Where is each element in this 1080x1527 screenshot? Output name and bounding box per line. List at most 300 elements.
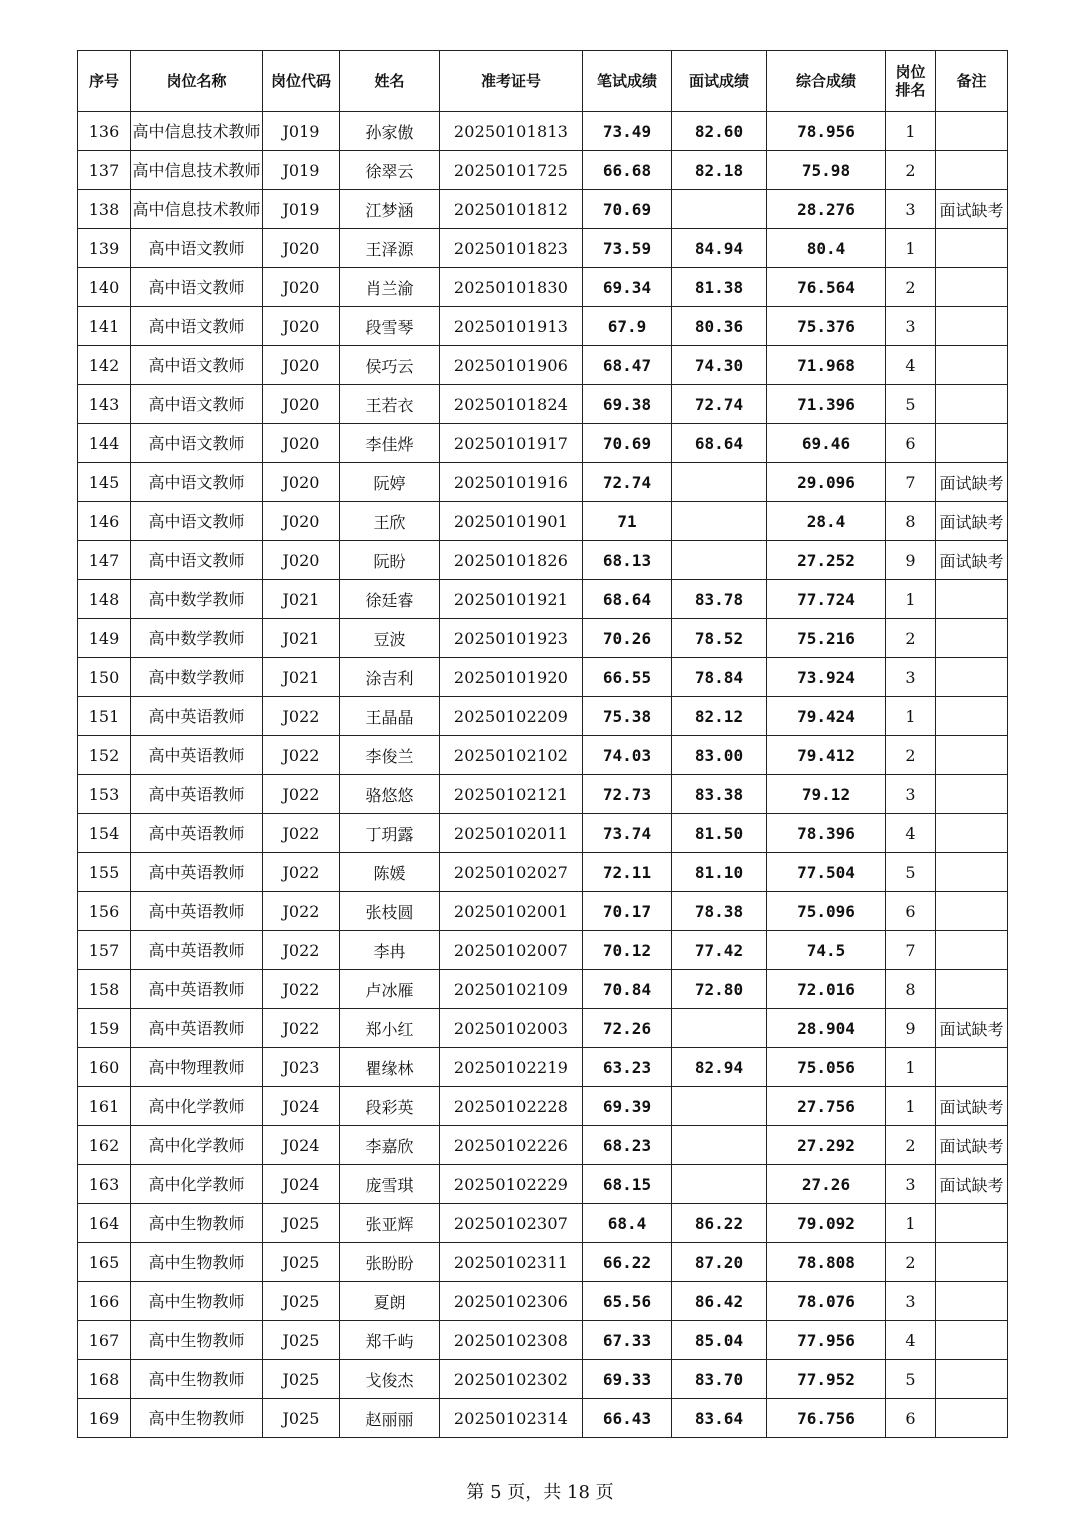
code-cell: J025 — [263, 1360, 340, 1399]
exam-no-cell: 20250101906 — [440, 346, 583, 385]
total-score-cell: 69.46 — [767, 424, 886, 463]
position-cell: 高中英语教师 — [131, 1009, 263, 1048]
total-score-cell: 75.216 — [767, 619, 886, 658]
interview-score-cell: 81.50 — [672, 814, 767, 853]
code-cell: J020 — [263, 541, 340, 580]
interview-score-cell — [672, 1126, 767, 1165]
name-cell: 丁玥露 — [340, 814, 440, 853]
position-cell: 高中生物教师 — [131, 1204, 263, 1243]
rank-cell: 2 — [886, 1126, 936, 1165]
interview-score-cell: 74.30 — [672, 346, 767, 385]
note-cell: 面试缺考 — [936, 541, 1008, 580]
written-score-cell: 68.64 — [583, 580, 672, 619]
code-cell: J021 — [263, 658, 340, 697]
written-score-cell: 68.23 — [583, 1126, 672, 1165]
note-cell: 面试缺考 — [936, 502, 1008, 541]
table-row — [78, 931, 1008, 970]
serial-cell: 158 — [78, 970, 131, 1009]
position-cell: 高中化学教师 — [131, 1165, 263, 1204]
interview-score-cell: 78.38 — [672, 892, 767, 931]
note-cell: 面试缺考 — [936, 463, 1008, 502]
position-cell: 高中生物教师 — [131, 1282, 263, 1321]
note-cell — [936, 1399, 1008, 1438]
name-cell: 郑千屿 — [340, 1321, 440, 1360]
position-cell: 高中信息技术教师 — [131, 112, 263, 151]
interview-score-cell — [672, 190, 767, 229]
table-row — [78, 1009, 1008, 1048]
header-serial: 序号 — [78, 51, 131, 112]
note-cell — [936, 346, 1008, 385]
total-score-cell: 79.412 — [767, 736, 886, 775]
table-row — [78, 970, 1008, 1009]
code-cell: J022 — [263, 853, 340, 892]
total-score-cell: 78.956 — [767, 112, 886, 151]
total-score-cell: 80.4 — [767, 229, 886, 268]
rank-cell: 1 — [886, 580, 936, 619]
total-score-cell: 28.904 — [767, 1009, 886, 1048]
code-cell: J022 — [263, 931, 340, 970]
name-cell: 戈俊杰 — [340, 1360, 440, 1399]
name-cell: 李嘉欣 — [340, 1126, 440, 1165]
serial-cell: 165 — [78, 1243, 131, 1282]
interview-score-cell: 83.64 — [672, 1399, 767, 1438]
interview-score-cell: 83.78 — [672, 580, 767, 619]
written-score-cell: 71 — [583, 502, 672, 541]
rank-cell: 2 — [886, 1243, 936, 1282]
note-cell: 面试缺考 — [936, 1087, 1008, 1126]
code-cell: J021 — [263, 580, 340, 619]
exam-no-cell: 20250101830 — [440, 268, 583, 307]
serial-cell: 145 — [78, 463, 131, 502]
code-cell: J025 — [263, 1321, 340, 1360]
note-cell — [936, 814, 1008, 853]
rank-cell: 2 — [886, 268, 936, 307]
rank-cell: 1 — [886, 112, 936, 151]
written-score-cell: 68.13 — [583, 541, 672, 580]
interview-score-cell — [672, 1165, 767, 1204]
exam-no-cell: 20250101813 — [440, 112, 583, 151]
position-cell: 高中数学教师 — [131, 658, 263, 697]
rank-cell: 3 — [886, 1165, 936, 1204]
table-body — [78, 112, 1008, 1438]
written-score-cell: 73.74 — [583, 814, 672, 853]
rank-cell: 4 — [886, 346, 936, 385]
serial-cell: 157 — [78, 931, 131, 970]
code-cell: J022 — [263, 814, 340, 853]
total-score-cell: 71.968 — [767, 346, 886, 385]
written-score-cell: 70.84 — [583, 970, 672, 1009]
written-score-cell: 66.43 — [583, 1399, 672, 1438]
written-score-cell: 72.73 — [583, 775, 672, 814]
position-cell: 高中英语教师 — [131, 814, 263, 853]
code-cell: J022 — [263, 736, 340, 775]
table-row — [78, 1360, 1008, 1399]
table-row — [78, 775, 1008, 814]
written-score-cell: 69.38 — [583, 385, 672, 424]
exam-no-cell: 20250102011 — [440, 814, 583, 853]
written-score-cell: 70.69 — [583, 190, 672, 229]
position-cell: 高中信息技术教师 — [131, 190, 263, 229]
interview-score-cell: 81.38 — [672, 268, 767, 307]
total-score-cell: 77.956 — [767, 1321, 886, 1360]
code-cell: J022 — [263, 970, 340, 1009]
position-cell: 高中数学教师 — [131, 619, 263, 658]
header-exam-no: 准考证号 — [440, 51, 583, 112]
exam-no-cell: 20250102306 — [440, 1282, 583, 1321]
exam-no-cell: 20250102219 — [440, 1048, 583, 1087]
note-cell — [936, 1243, 1008, 1282]
written-score-cell: 70.17 — [583, 892, 672, 931]
rank-cell: 6 — [886, 892, 936, 931]
name-cell: 段彩英 — [340, 1087, 440, 1126]
written-score-cell: 68.15 — [583, 1165, 672, 1204]
written-score-cell: 72.11 — [583, 853, 672, 892]
code-cell: J022 — [263, 1009, 340, 1048]
table-row — [78, 853, 1008, 892]
serial-cell: 161 — [78, 1087, 131, 1126]
interview-score-cell: 83.00 — [672, 736, 767, 775]
code-cell: J021 — [263, 619, 340, 658]
total-score-cell: 72.016 — [767, 970, 886, 1009]
name-cell: 郑小红 — [340, 1009, 440, 1048]
exam-no-cell: 20250102229 — [440, 1165, 583, 1204]
rank-cell: 1 — [886, 1087, 936, 1126]
interview-score-cell: 82.60 — [672, 112, 767, 151]
position-cell: 高中信息技术教师 — [131, 151, 263, 190]
written-score-cell: 70.26 — [583, 619, 672, 658]
serial-cell: 139 — [78, 229, 131, 268]
code-cell: J020 — [263, 229, 340, 268]
rank-cell: 4 — [886, 814, 936, 853]
page-footer: 第 5 页，共 18 页 — [466, 1482, 614, 1503]
note-cell — [936, 1321, 1008, 1360]
table-row — [78, 307, 1008, 346]
position-cell: 高中语文教师 — [131, 307, 263, 346]
serial-cell: 138 — [78, 190, 131, 229]
serial-cell: 144 — [78, 424, 131, 463]
position-cell: 高中语文教师 — [131, 424, 263, 463]
position-cell: 高中化学教师 — [131, 1087, 263, 1126]
header-interview: 面试成绩 — [672, 51, 767, 112]
table-row — [78, 1087, 1008, 1126]
written-score-cell: 66.22 — [583, 1243, 672, 1282]
exam-no-cell: 20250102314 — [440, 1399, 583, 1438]
total-score-cell: 75.056 — [767, 1048, 886, 1087]
serial-cell: 152 — [78, 736, 131, 775]
interview-score-cell: 77.42 — [672, 931, 767, 970]
exam-no-cell: 20250101901 — [440, 502, 583, 541]
interview-score-cell — [672, 502, 767, 541]
code-cell: J020 — [263, 385, 340, 424]
position-cell: 高中语文教师 — [131, 346, 263, 385]
table-row — [78, 346, 1008, 385]
total-score-cell: 77.504 — [767, 853, 886, 892]
total-score-cell: 77.724 — [767, 580, 886, 619]
position-cell: 高中生物教师 — [131, 1243, 263, 1282]
exam-no-cell: 20250101921 — [440, 580, 583, 619]
serial-cell: 143 — [78, 385, 131, 424]
serial-cell: 149 — [78, 619, 131, 658]
note-cell — [936, 736, 1008, 775]
table-row — [78, 1399, 1008, 1438]
name-cell: 赵丽丽 — [340, 1399, 440, 1438]
serial-cell: 148 — [78, 580, 131, 619]
name-cell: 张盼盼 — [340, 1243, 440, 1282]
interview-score-cell: 68.64 — [672, 424, 767, 463]
name-cell: 陈媛 — [340, 853, 440, 892]
position-cell: 高中语文教师 — [131, 268, 263, 307]
code-cell: J019 — [263, 190, 340, 229]
position-cell: 高中英语教师 — [131, 736, 263, 775]
name-cell: 徐廷睿 — [340, 580, 440, 619]
serial-cell: 164 — [78, 1204, 131, 1243]
rank-cell: 3 — [886, 190, 936, 229]
serial-cell: 162 — [78, 1126, 131, 1165]
total-score-cell: 28.276 — [767, 190, 886, 229]
name-cell: 涂吉利 — [340, 658, 440, 697]
written-score-cell: 72.26 — [583, 1009, 672, 1048]
exam-no-cell: 20250101725 — [440, 151, 583, 190]
name-cell: 夏朗 — [340, 1282, 440, 1321]
note-cell — [936, 853, 1008, 892]
code-cell: J020 — [263, 424, 340, 463]
note-cell — [936, 619, 1008, 658]
code-cell: J019 — [263, 151, 340, 190]
name-cell: 豆波 — [340, 619, 440, 658]
interview-score-cell: 78.52 — [672, 619, 767, 658]
name-cell: 李佳烨 — [340, 424, 440, 463]
serial-cell: 168 — [78, 1360, 131, 1399]
exam-no-cell: 20250102027 — [440, 853, 583, 892]
total-score-cell: 78.808 — [767, 1243, 886, 1282]
interview-score-cell: 83.70 — [672, 1360, 767, 1399]
position-cell: 高中生物教师 — [131, 1360, 263, 1399]
written-score-cell: 73.49 — [583, 112, 672, 151]
position-cell: 高中英语教师 — [131, 697, 263, 736]
code-cell: J025 — [263, 1243, 340, 1282]
rank-cell: 3 — [886, 1282, 936, 1321]
position-cell: 高中数学教师 — [131, 580, 263, 619]
table-row — [78, 1243, 1008, 1282]
code-cell: J024 — [263, 1126, 340, 1165]
serial-cell: 153 — [78, 775, 131, 814]
written-score-cell: 63.23 — [583, 1048, 672, 1087]
interview-score-cell — [672, 1009, 767, 1048]
position-cell: 高中生物教师 — [131, 1399, 263, 1438]
serial-cell: 163 — [78, 1165, 131, 1204]
name-cell: 阮盼 — [340, 541, 440, 580]
interview-score-cell — [672, 541, 767, 580]
table-row — [78, 463, 1008, 502]
code-cell: J022 — [263, 892, 340, 931]
serial-cell: 142 — [78, 346, 131, 385]
table-row — [78, 1165, 1008, 1204]
position-cell: 高中语文教师 — [131, 463, 263, 502]
exam-no-cell: 20250102102 — [440, 736, 583, 775]
interview-score-cell: 78.84 — [672, 658, 767, 697]
total-score-cell: 79.12 — [767, 775, 886, 814]
total-score-cell: 27.756 — [767, 1087, 886, 1126]
name-cell: 段雪琴 — [340, 307, 440, 346]
total-score-cell: 73.924 — [767, 658, 886, 697]
header-rank-label: 岗位排名 — [895, 63, 926, 99]
code-cell: J023 — [263, 1048, 340, 1087]
total-score-cell: 75.98 — [767, 151, 886, 190]
exam-no-cell: 20250101826 — [440, 541, 583, 580]
position-cell: 高中英语教师 — [131, 931, 263, 970]
table-row — [78, 736, 1008, 775]
serial-cell: 150 — [78, 658, 131, 697]
note-cell — [936, 697, 1008, 736]
code-cell: J020 — [263, 463, 340, 502]
name-cell: 骆悠悠 — [340, 775, 440, 814]
table-row — [78, 190, 1008, 229]
interview-score-cell: 72.74 — [672, 385, 767, 424]
rank-cell: 2 — [886, 736, 936, 775]
note-cell — [936, 970, 1008, 1009]
written-score-cell: 67.33 — [583, 1321, 672, 1360]
position-cell: 高中英语教师 — [131, 970, 263, 1009]
score-table — [77, 50, 1008, 1438]
header-written: 笔试成绩 — [583, 51, 672, 112]
exam-no-cell: 20250102121 — [440, 775, 583, 814]
rank-cell: 8 — [886, 502, 936, 541]
position-cell: 高中英语教师 — [131, 775, 263, 814]
table-row — [78, 268, 1008, 307]
interview-score-cell: 72.80 — [672, 970, 767, 1009]
total-score-cell: 79.424 — [767, 697, 886, 736]
header-name: 姓名 — [340, 51, 440, 112]
name-cell: 王晶晶 — [340, 697, 440, 736]
exam-no-cell: 20250102109 — [440, 970, 583, 1009]
exam-no-cell: 20250101812 — [440, 190, 583, 229]
written-score-cell: 69.34 — [583, 268, 672, 307]
interview-score-cell: 82.94 — [672, 1048, 767, 1087]
total-score-cell: 77.952 — [767, 1360, 886, 1399]
note-cell: 面试缺考 — [936, 1126, 1008, 1165]
header-rank — [886, 51, 936, 112]
total-score-cell: 74.5 — [767, 931, 886, 970]
total-score-cell: 78.076 — [767, 1282, 886, 1321]
note-cell — [936, 658, 1008, 697]
table-row — [78, 502, 1008, 541]
name-cell: 侯巧云 — [340, 346, 440, 385]
rank-cell: 5 — [886, 853, 936, 892]
rank-cell: 1 — [886, 229, 936, 268]
rank-cell: 6 — [886, 1399, 936, 1438]
name-cell: 孙家傲 — [340, 112, 440, 151]
exam-no-cell: 20250101824 — [440, 385, 583, 424]
code-cell: J020 — [263, 307, 340, 346]
code-cell: J020 — [263, 502, 340, 541]
rank-cell: 1 — [886, 1048, 936, 1087]
exam-no-cell: 20250102302 — [440, 1360, 583, 1399]
name-cell: 阮婷 — [340, 463, 440, 502]
note-cell: 面试缺考 — [936, 1009, 1008, 1048]
exam-no-cell: 20250102307 — [440, 1204, 583, 1243]
serial-cell: 151 — [78, 697, 131, 736]
exam-no-cell: 20250102003 — [440, 1009, 583, 1048]
name-cell: 肖兰渝 — [340, 268, 440, 307]
interview-score-cell: 80.36 — [672, 307, 767, 346]
exam-no-cell: 20250101916 — [440, 463, 583, 502]
code-cell: J022 — [263, 775, 340, 814]
rank-cell: 6 — [886, 424, 936, 463]
table-row — [78, 229, 1008, 268]
header-total: 综合成绩 — [767, 51, 886, 112]
exam-no-cell: 20250102007 — [440, 931, 583, 970]
position-cell: 高中物理教师 — [131, 1048, 263, 1087]
written-score-cell: 66.68 — [583, 151, 672, 190]
name-cell: 王若衣 — [340, 385, 440, 424]
position-cell: 高中化学教师 — [131, 1126, 263, 1165]
serial-cell: 136 — [78, 112, 131, 151]
name-cell: 江梦涵 — [340, 190, 440, 229]
written-score-cell: 74.03 — [583, 736, 672, 775]
name-cell: 张亚辉 — [340, 1204, 440, 1243]
exam-no-cell: 20250101920 — [440, 658, 583, 697]
written-score-cell: 66.55 — [583, 658, 672, 697]
rank-cell: 7 — [886, 931, 936, 970]
position-cell: 高中语文教师 — [131, 385, 263, 424]
note-cell — [936, 229, 1008, 268]
interview-score-cell: 81.10 — [672, 853, 767, 892]
exam-no-cell: 20250102308 — [440, 1321, 583, 1360]
rank-cell: 5 — [886, 385, 936, 424]
serial-cell: 167 — [78, 1321, 131, 1360]
code-cell: J020 — [263, 346, 340, 385]
interview-score-cell: 86.22 — [672, 1204, 767, 1243]
code-cell: J024 — [263, 1087, 340, 1126]
note-cell — [936, 424, 1008, 463]
exam-no-cell: 20250102001 — [440, 892, 583, 931]
serial-cell: 159 — [78, 1009, 131, 1048]
interview-score-cell: 87.20 — [672, 1243, 767, 1282]
note-cell: 面试缺考 — [936, 190, 1008, 229]
code-cell: J020 — [263, 268, 340, 307]
rank-cell: 9 — [886, 1009, 936, 1048]
table-row — [78, 112, 1008, 151]
note-cell — [936, 385, 1008, 424]
interview-score-cell — [672, 463, 767, 502]
code-cell: J024 — [263, 1165, 340, 1204]
position-cell: 高中语文教师 — [131, 229, 263, 268]
header-position: 岗位名称 — [131, 51, 263, 112]
table-row — [78, 1282, 1008, 1321]
note-cell — [936, 112, 1008, 151]
table-row — [78, 541, 1008, 580]
rank-cell: 4 — [886, 1321, 936, 1360]
written-score-cell: 67.9 — [583, 307, 672, 346]
name-cell: 卢冰雁 — [340, 970, 440, 1009]
rank-cell: 8 — [886, 970, 936, 1009]
code-cell: J025 — [263, 1399, 340, 1438]
note-cell — [936, 1048, 1008, 1087]
written-score-cell: 69.39 — [583, 1087, 672, 1126]
rank-cell: 5 — [886, 1360, 936, 1399]
name-cell: 李冉 — [340, 931, 440, 970]
note-cell — [936, 1204, 1008, 1243]
written-score-cell: 72.74 — [583, 463, 672, 502]
rank-cell: 9 — [886, 541, 936, 580]
name-cell: 庞雪琪 — [340, 1165, 440, 1204]
table-row — [78, 1048, 1008, 1087]
total-score-cell: 79.092 — [767, 1204, 886, 1243]
total-score-cell: 29.096 — [767, 463, 886, 502]
written-score-cell: 75.38 — [583, 697, 672, 736]
interview-score-cell: 85.04 — [672, 1321, 767, 1360]
exam-no-cell: 20250102311 — [440, 1243, 583, 1282]
